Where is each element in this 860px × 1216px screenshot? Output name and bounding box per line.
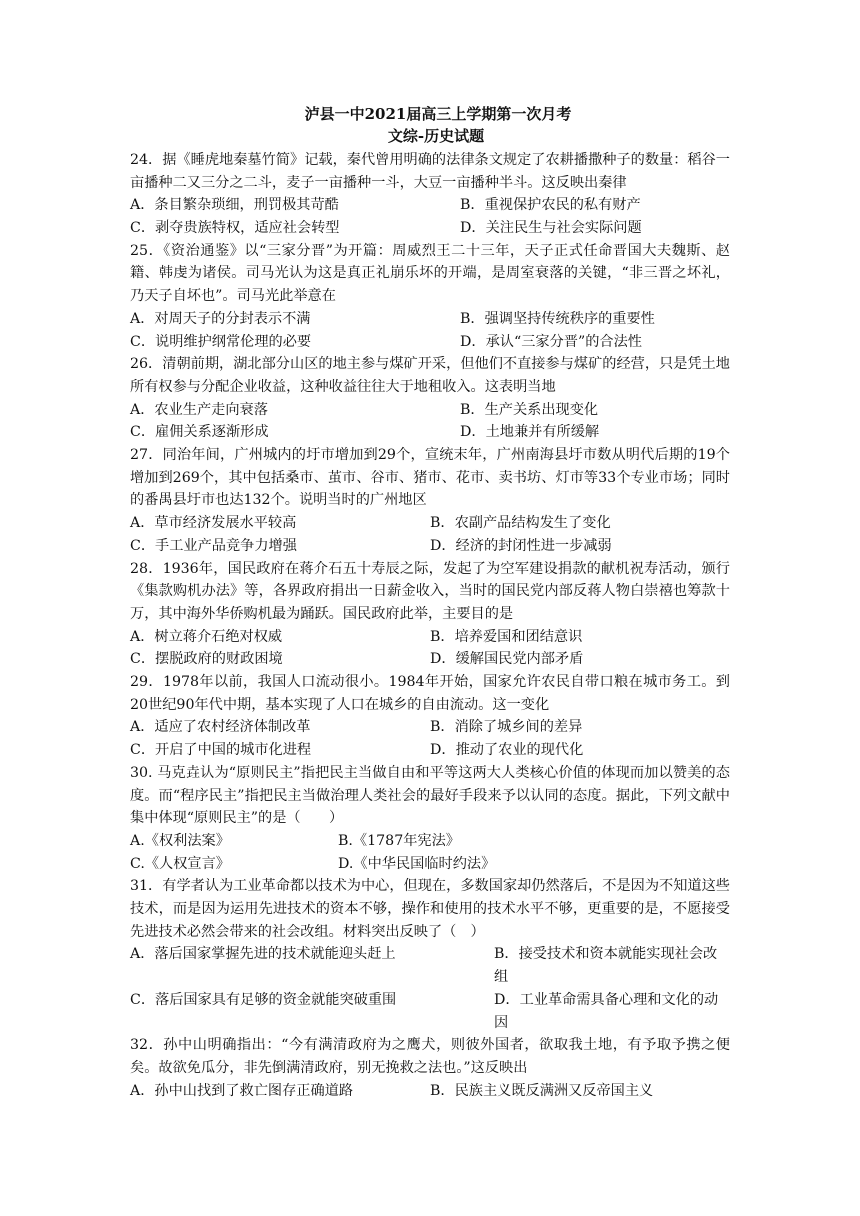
question-stem: 26．清朝前期，湖北部分山区的地主参与煤矿开采，但他们不直接参与煤矿的经营，只是凭土地所有权参与分配企业收益，这种收益往往大于地租收入。这表明当地 (130, 356, 730, 395)
question-25 (130, 240, 730, 353)
question-stem: 24．据《睡虎地秦墓竹简》记载，秦代曾用明确的法律条文规定了农耕播撒种子的数量：稻谷一亩播种二又三分之二斗，麦子一亩播种一斗，大豆一亩播种半斗。这反映出秦律 (130, 152, 730, 191)
option-c: C．雇佣关系逐渐形成 (130, 424, 269, 441)
question-29 (130, 671, 730, 762)
question-list (130, 149, 730, 1102)
header (0, 103, 860, 147)
question-stem: 32．孙中山明确指出：“今有满清政府为之鹰犬，则彼外国者，欲取我土地，有予取予携之便矣。故欲免瓜分，非先倒满清政府，别无挽救之法也。”这反映出 (130, 1037, 730, 1076)
option-b: B．接受技术和资本就能实现社会改组 (494, 946, 718, 986)
option-c: C．剥夺贵族特权，适应社会转型 (130, 220, 340, 237)
option-c: C．摆脱政府的财政困境 (130, 651, 283, 668)
option-d: D.《中华民国临时约法》 (338, 855, 496, 872)
option-a: A．适应了农村经济体制改革 (130, 719, 311, 736)
option-b: B．农副产品结构发生了变化 (430, 515, 611, 532)
question-28 (130, 558, 730, 671)
option-d: D．土地兼并有所缓解 (460, 424, 600, 441)
option-b: B.《1787年宪法》 (338, 832, 460, 849)
option-d: D．工业革命需具备心理和文化的动因 (494, 991, 719, 1031)
question-stem: 31．有学者认为工业革命都以技术为中心，但现在，多数国家却仍然落后，不是因为不知道这些技术，而是因为运用先进技术的资本不够，操作和使用的技术水平不够，更重要的是，不愿接受先进技术必然会带来的社会改组。材料突出反映了（ ） (130, 878, 730, 940)
option-d: D．缓解国民党内部矛盾 (430, 651, 584, 668)
question-32 (130, 1034, 730, 1102)
option-b: B．生产关系出现变化 (460, 401, 599, 418)
option-a: A．落后国家掌握先进的技术就能迎头赶上 (130, 946, 396, 963)
option-c: C.《人权宣言》 (130, 855, 230, 872)
question-stem: 28．1936年，国民政府在蒋介石五十寿辰之际，发起了为空军建设捐款的献机祝寿活动，颁行《集款购机办法》等，各界政府捐出一日薪金收入，当时的国民党内部反蒋人物白崇禧也筹款十万，其中海外华侨购机最为踊跃。国民政府此举，主要目的是 (130, 560, 730, 622)
question-stem: 27．同治年间，广州城内的圩市增加到29个，宣统末年，广州南海县圩市数从明代后期的19个增加到269个，其中包括桑市、茧市、谷市、猪市、花市、卖书坊、灯市等33个专业市场；同时的番禺县圩市也达132个。说明当时的广州地区 (130, 447, 730, 509)
option-b: B．强调坚持传统秩序的重要性 (460, 310, 655, 327)
option-c: C．手工业产品竞争力增强 (130, 537, 297, 554)
option-a: A．孙中山找到了救亡图存正确道路 (130, 1082, 354, 1099)
option-b: B．民族主义既反满洲又反帝国主义 (430, 1082, 654, 1099)
question-stem: 25．《资治通鉴》以“三家分晋”为开篇：周威烈王二十三年，天子正式任命晋国大夫魏斯、赵籍、韩虔为诸侯。司马光认为这是真正礼崩乐坏的开端，是周室衰落的关键，“非三晋之坏礼，乃天子自坏也”。司马光此举意在 (130, 242, 730, 305)
option-c: C．落后国家具有足够的资金就能突破重围 (130, 991, 397, 1008)
question-27 (130, 444, 730, 557)
option-d: D．推动了农业的现代化 (430, 742, 584, 759)
option-d: D．承认“三家分晋”的合法性 (460, 333, 642, 350)
option-a: A．草市经济发展水平较高 (130, 515, 297, 532)
option-a: A.《权利法案》 (130, 832, 230, 849)
option-b: B．重视保护农民的私有财产 (460, 197, 641, 214)
question-stem: 29．1978年以前，我国人口流动很小。1984年开始，国家允许农民自带口粮在城市务工。到20世纪90年代中期，基本实现了人口在城乡的自由流动。这一变化 (130, 674, 730, 713)
question-30 (130, 762, 730, 875)
option-b: B．消除了城乡间的差异 (430, 719, 583, 736)
exam-title: 泸县一中2021届高三上学期第一次月考 (304, 105, 572, 123)
option-b: B．培养爱国和团结意识 (430, 628, 583, 645)
exam-subtitle: 文综-历史试题 (387, 127, 485, 145)
option-d: D．经济的封闭性进一步减弱 (430, 537, 612, 554)
option-a: A．对周天子的分封表示不满 (130, 310, 311, 327)
option-a: A．条目繁杂琐细，刑罚极其苛酷 (130, 197, 339, 214)
option-c: C．说明维护纲常伦理的必要 (130, 333, 312, 350)
question-26 (130, 353, 730, 444)
option-d: D．关注民生与社会实际问题 (460, 220, 642, 237)
option-a: A．树立蒋介石绝对权威 (130, 628, 283, 645)
question-24 (130, 149, 730, 240)
question-stem: 30. 马克垚认为“原则民主”指把民主当做自由和平等这两大人类核心价值的体现而加以赞美的态度。而“程序民主”指把民主当做治理人类社会的最好手段来予以认同的态度。据此，下列文献中集中体现“原则民主”的是（ ） (130, 764, 730, 827)
option-a: A．农业生产走向衰落 (130, 401, 268, 418)
question-31 (130, 875, 730, 1034)
option-c: C．开启了中国的城市化进程 (130, 742, 312, 759)
